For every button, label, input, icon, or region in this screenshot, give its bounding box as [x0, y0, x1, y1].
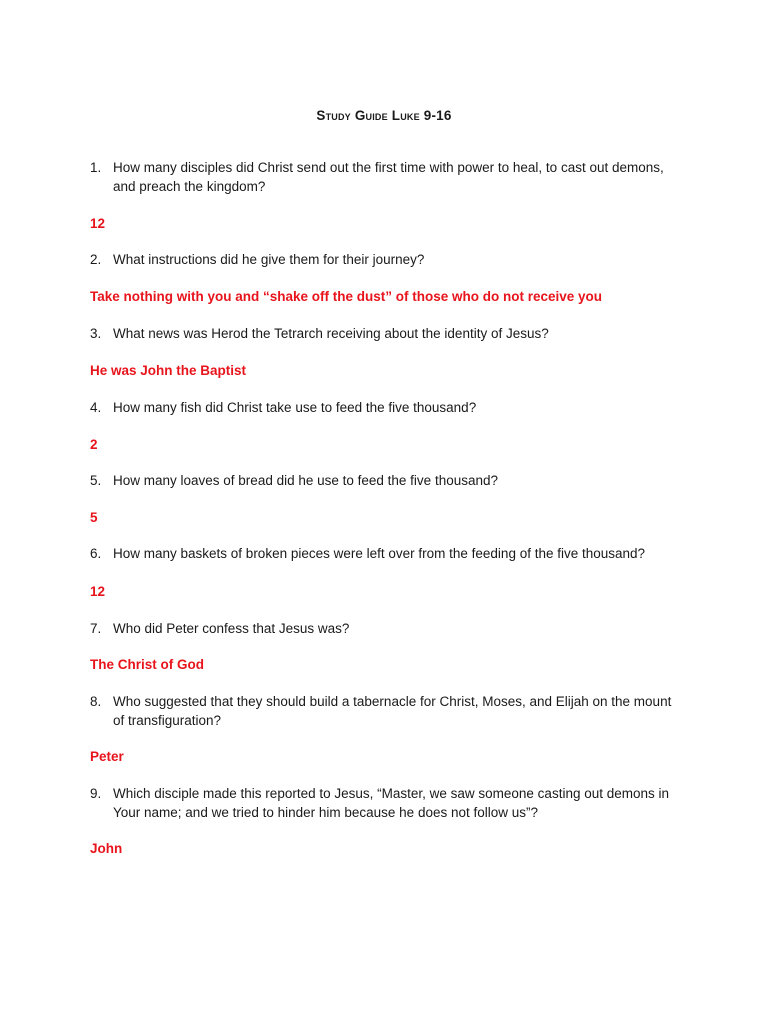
answer-8: Peter [90, 749, 124, 764]
question-text: How many loaves of bread did he use to feed the five thousand? [113, 473, 499, 488]
question-number: 2. [90, 252, 102, 267]
answer-4: 2 [90, 437, 98, 452]
question-9 [90, 785, 680, 822]
question-3 [90, 325, 680, 344]
answer-1: 12 [90, 216, 106, 231]
question-6 [90, 545, 680, 564]
question-4 [90, 399, 680, 418]
question-text: How many fish did Christ take use to feed the five thousand? [113, 400, 477, 415]
question-text: What instructions did he give them for their journey? [113, 252, 425, 267]
question-number: 1. [90, 160, 102, 175]
answer-9: John [90, 841, 123, 856]
question-number: 6. [90, 546, 102, 561]
answer-5: 5 [90, 510, 98, 525]
question-text: How many disciples did Christ send out the first time with power to heal, to cast out demons, and preach the kingdom? [113, 160, 664, 194]
question-text: Which disciple made this reported to Jesus, “Master, we saw someone casting out demons in Your name; and we tried to hinder him because he does not follow us”? [113, 786, 670, 820]
page-title: Study Guide Luke 9-16 [316, 108, 452, 123]
question-text: How many baskets of broken pieces were left over from the feeding of the five thousand? [113, 546, 646, 561]
question-8 [90, 693, 680, 730]
question-5 [90, 472, 680, 491]
answer-3: He was John the Baptist [90, 363, 247, 378]
question-number: 4. [90, 400, 102, 415]
question-number: 3. [90, 326, 102, 341]
question-text: What news was Herod the Tetrarch receiving about the identity of Jesus? [113, 326, 549, 341]
question-text: Who did Peter confess that Jesus was? [113, 621, 350, 636]
answer-7: The Christ of God [90, 657, 204, 672]
question-1 [90, 159, 680, 196]
question-7 [90, 620, 680, 639]
question-number: 9. [90, 786, 102, 801]
question-number: 8. [90, 694, 102, 709]
question-number: 5. [90, 473, 102, 488]
question-text: Who suggested that they should build a tabernacle for Christ, Moses, and Elijah on the mount of transfiguration? [113, 694, 672, 728]
answer-2: Take nothing with you and “shake off the dust” of those who do not receive you [90, 289, 603, 304]
question-2 [90, 251, 680, 270]
answer-6: 12 [90, 584, 106, 599]
question-number: 7. [90, 621, 102, 636]
